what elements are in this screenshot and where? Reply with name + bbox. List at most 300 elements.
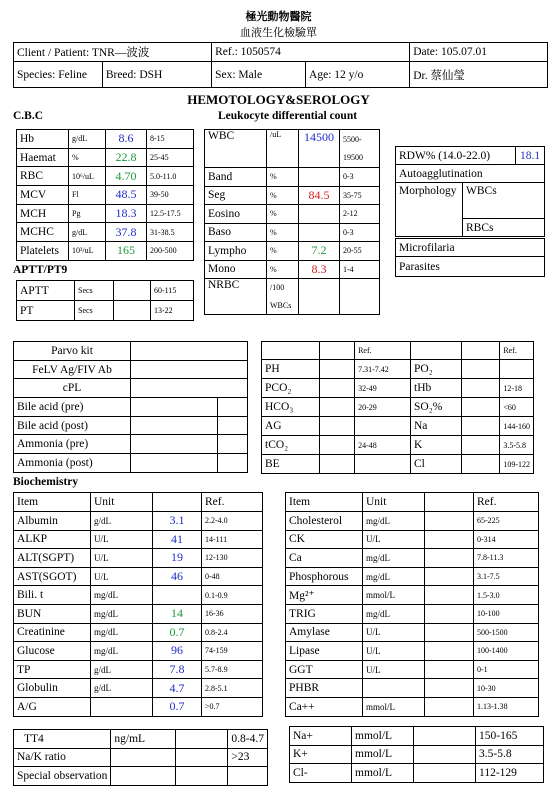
biochem-unit: U/L (91, 549, 153, 568)
biochem-row (286, 604, 539, 623)
cbc-unit: 10³/uL (69, 242, 106, 261)
biochem-unit: U/L (91, 567, 153, 586)
ldc-unit: % (267, 186, 299, 205)
biochem-row (286, 586, 539, 605)
biochem-value (425, 623, 474, 642)
biochem-ref: 2.2-4.0 (202, 512, 263, 531)
electrolyte-value (414, 745, 476, 764)
biochem-value (425, 660, 474, 679)
aptt-value (114, 281, 151, 301)
biochem-unit: mg/dL (91, 642, 153, 661)
biochem-value (425, 697, 474, 716)
serology-value (131, 416, 218, 435)
ldc-value: 7.2 (299, 242, 340, 261)
gas-name-2: SO₂% (411, 398, 462, 417)
gas-value (319, 379, 354, 398)
biochem-row (286, 567, 539, 586)
parasite-table (395, 238, 545, 277)
biochem-ref: 0-314 (474, 530, 539, 549)
gas-ref: 32-49 (355, 379, 411, 398)
wbc-ref-2: 19500 (340, 149, 380, 168)
biochem-value: 4.7 (153, 679, 202, 698)
biochem-value: 0.7 (153, 697, 202, 716)
biochem-ref: 0.1-0.9 (202, 586, 263, 605)
cbc-name: MCV (17, 186, 69, 205)
biochem-value: 19 (153, 549, 202, 568)
gas-ref-2 (500, 360, 534, 379)
biochem-name: Ca (286, 549, 363, 568)
ldc-name: Lympho (205, 242, 267, 261)
cbc-name: Haemat (17, 148, 69, 167)
gas-row (262, 436, 534, 455)
biochem-value (425, 567, 474, 586)
electrolyte-ref: 150-165 (476, 727, 544, 746)
aptt-unit: Secs (75, 301, 114, 321)
biochem-name: Bili. t (14, 586, 91, 605)
cbc-value: 18.3 (106, 204, 147, 223)
aptt-name: APTT (17, 281, 75, 301)
gas-value-2 (462, 436, 500, 455)
serology-name: Bile acid (post) (14, 416, 131, 435)
bottom-unit: ng/mL (111, 730, 175, 749)
cbc-name: RBC (17, 167, 69, 186)
gas-ref-2: 109-122 (500, 455, 534, 474)
cbc-ref: 31-38.5 (147, 223, 194, 242)
biochem-row (286, 660, 539, 679)
ldc-row (205, 242, 380, 261)
biochem-name: TRIG (286, 604, 363, 623)
biochem-name: GGT (286, 660, 363, 679)
rbcs-label: RBCs (463, 219, 545, 237)
biochem-value: 14 (153, 604, 202, 623)
cbc-row (17, 186, 194, 205)
biochem-name: ALKP (14, 530, 91, 549)
biochem-name: Amylase (286, 623, 363, 642)
nrbc-unit-2: WBCs (267, 297, 299, 315)
biochem-unit: g/dL (91, 660, 153, 679)
gas-value-2 (462, 360, 500, 379)
aptt-unit: Secs (75, 281, 114, 301)
biochem-row (286, 697, 539, 716)
aptt-value (114, 301, 151, 321)
serology-value (131, 435, 218, 454)
wbc-value: 14500 (299, 130, 340, 168)
gas-value-2 (462, 379, 500, 398)
biochem-unit: mg/dL (91, 623, 153, 642)
serology-name: cPL (14, 379, 131, 398)
biochem-name: Creatinine (14, 623, 91, 642)
gas-value-2 (462, 455, 500, 474)
biochem-row (14, 604, 263, 623)
gas-value-2 (462, 398, 500, 417)
biochem-ref: 100-1400 (474, 642, 539, 661)
unit-header: Unit (91, 493, 153, 512)
serology-row (14, 398, 248, 417)
serology-ref (218, 454, 248, 473)
biochem-ref: 65-225 (474, 512, 539, 531)
biochem-ref: 10-30 (474, 679, 539, 698)
electrolyte-name: Na+ (290, 727, 352, 746)
serology-name: Ammonia (pre) (14, 435, 131, 454)
bottom-unit (111, 748, 175, 767)
bottom-left-table (13, 729, 268, 786)
bottom-row (14, 730, 268, 749)
electrolyte-value (414, 727, 476, 746)
biochem-value (153, 586, 202, 605)
serology-row (14, 454, 248, 473)
biochem-value (425, 586, 474, 605)
electrolyte-value (414, 764, 476, 783)
serology-row (14, 435, 248, 454)
ldc-ref: 0-3 (340, 168, 380, 187)
biochem-ref: 74-159 (202, 642, 263, 661)
cbc-ref: 25-45 (147, 148, 194, 167)
gas-name-2: tHb (411, 379, 462, 398)
biochem-unit: U/L (363, 642, 425, 661)
aptt-row (17, 281, 194, 301)
autoagglutination-cell: Autoagglutination (396, 165, 545, 183)
serology-name: FeLV Ag/FIV Ab (14, 360, 131, 379)
biochem-name: A/G (14, 697, 91, 716)
unit-header: Unit (363, 493, 425, 512)
gas-value (319, 455, 354, 474)
bottom-value (175, 748, 228, 767)
gas-value-2 (462, 417, 500, 436)
gas-header-row (262, 342, 534, 360)
gas-ref2-header: Ref. (500, 342, 534, 360)
biochem-row (14, 512, 263, 531)
main-title: HEMOTOLOGY&SEROLOGY (187, 92, 370, 107)
cbc-row (17, 223, 194, 242)
electrolyte-unit: mmol/L (352, 764, 414, 783)
biochem-value: 0.7 (153, 623, 202, 642)
biochem-name: ALT(SGPT) (14, 549, 91, 568)
nrbc-name: NRBC (205, 279, 267, 315)
gas-name: PH (262, 360, 320, 379)
gas-value (319, 417, 354, 436)
nrbc-ref (340, 279, 380, 315)
patient-info-table (13, 42, 548, 88)
cbc-name: Hb (17, 130, 69, 149)
biochem-row (14, 549, 263, 568)
cbc-value: 37.8 (106, 223, 147, 242)
nrbc-row (205, 279, 380, 297)
biochem-name: PHBR (286, 679, 363, 698)
bottom-value (175, 730, 228, 749)
wbc-unit: /uL (267, 130, 299, 168)
biochem-row (286, 512, 539, 531)
wbc-row (205, 130, 380, 149)
cbc-ref: 5.0-11.0 (147, 167, 194, 186)
biochem-name: Ca++ (286, 697, 363, 716)
electrolyte-unit: mmol/L (352, 745, 414, 764)
biochem-unit (91, 697, 153, 716)
biochem-ref: 10-100 (474, 604, 539, 623)
biochem-row (14, 679, 263, 698)
serology-name: Ammonia (post) (14, 454, 131, 473)
biochem-ref: 12-130 (202, 549, 263, 568)
cbc-row (17, 204, 194, 223)
serology-row (14, 360, 248, 379)
electrolyte-name: Cl- (290, 764, 352, 783)
cbc-ref: 12.5-17.5 (147, 204, 194, 223)
serology-ref (218, 398, 248, 417)
biochem-ref: >0.7 (202, 697, 263, 716)
ldc-title: Leukocyte differential count (218, 110, 358, 122)
bottom-unit (111, 767, 175, 786)
gas-row (262, 455, 534, 474)
blood-gas-table (261, 341, 534, 474)
doctor-cell: Dr. 蔡仙瑩 (410, 62, 548, 88)
bottom-row (14, 767, 268, 786)
ldc-value: 8.3 (299, 260, 340, 279)
aptt-name: PT (17, 301, 75, 321)
ldc-name: Eosino (205, 205, 267, 224)
serology-value (131, 379, 248, 398)
ldc-value: 84.5 (299, 186, 340, 205)
biochem-name: Albumin (14, 512, 91, 531)
biochem-unit: mg/dL (363, 567, 425, 586)
gas-ref (355, 417, 411, 436)
microfilaria-cell: Microfilaria (396, 239, 545, 257)
gas-ref-2: 12-18 (500, 379, 534, 398)
biochem-ref: 0.8-2.4 (202, 623, 263, 642)
biochem-row (286, 549, 539, 568)
ldc-row (205, 205, 380, 224)
biochem-unit: mg/dL (363, 549, 425, 568)
biochem-unit: g/dL (91, 512, 153, 531)
biochem-unit: mmol/L (363, 586, 425, 605)
cbc-value: 22.8 (106, 148, 147, 167)
gas-ref-header: Ref. (355, 342, 411, 360)
ldc-unit: % (267, 260, 299, 279)
bottom-name: Na/K ratio (14, 748, 111, 767)
biochem-ref: 1.5-3.0 (474, 586, 539, 605)
ldc-ref: 2-12 (340, 205, 380, 224)
cbc-unit: 10⁶/uL (69, 167, 106, 186)
cbc-table (16, 129, 194, 261)
cbc-unit: Fl (69, 186, 106, 205)
ldc-row (205, 186, 380, 205)
wbc-ref-1: 5500- (340, 130, 380, 149)
serology-value (131, 342, 248, 361)
serology-ref (218, 435, 248, 454)
biochem-value (425, 549, 474, 568)
cbc-title: C.B.C (13, 110, 44, 122)
serology-name: Bile acid (pre) (14, 398, 131, 417)
gas-ref-2: 144-160 (500, 417, 534, 436)
wbcs-label: WBCs (463, 183, 545, 219)
biochem-left-table (13, 492, 263, 717)
sex-cell: Sex: Male (212, 62, 306, 88)
aptt-ref: 13-22 (151, 301, 194, 321)
cbc-value: 4.70 (106, 167, 147, 186)
item-header: Item (286, 493, 363, 512)
gas-name-2: Cl (411, 455, 462, 474)
biochem-row (14, 697, 263, 716)
ldc-row (205, 168, 380, 187)
biochem-ref: 16-36 (202, 604, 263, 623)
biochem-name: Globulin (14, 679, 91, 698)
biochem-unit: U/L (363, 660, 425, 679)
ldc-ref: 35-75 (340, 186, 380, 205)
electrolyte-table (289, 726, 544, 783)
electrolyte-ref: 3.5-5.8 (476, 745, 544, 764)
serology-row (14, 342, 248, 361)
gas-value (319, 436, 354, 455)
value-header (425, 493, 474, 512)
gas-ref: 24-48 (355, 436, 411, 455)
morphology-label: Morphology (396, 183, 463, 237)
ldc-row (205, 260, 380, 279)
ldc-ref: 1-4 (340, 260, 380, 279)
ldc-name: Baso (205, 223, 267, 242)
gas-name2-header (411, 342, 462, 360)
rdw-table (395, 146, 545, 183)
rdw-label: RDW% (14.0-22.0) (396, 147, 516, 165)
ldc-name: Seg (205, 186, 267, 205)
bottom-name: Special observation (14, 767, 111, 786)
value-header (153, 493, 202, 512)
breed-cell: Breed: DSH (102, 62, 211, 88)
gas-name: BE (262, 455, 320, 474)
ref-header: Ref. (474, 493, 539, 512)
ldc-value (299, 168, 340, 187)
serology-row (14, 416, 248, 435)
gas-name-header (262, 342, 320, 360)
rdw-value: 18.1 (516, 147, 545, 165)
biochem-name: TP (14, 660, 91, 679)
biochem-ref: 3.1-7.5 (474, 567, 539, 586)
date-cell: Date: 105.07.01 (410, 43, 548, 62)
bottom-value (175, 767, 228, 786)
biochem-ref: 0-48 (202, 567, 263, 586)
cbc-row (17, 130, 194, 149)
item-header: Item (14, 493, 91, 512)
gas-row (262, 398, 534, 417)
ldc-name: Band (205, 168, 267, 187)
cbc-unit: Pg (69, 204, 106, 223)
gas-name: HCO₃ (262, 398, 320, 417)
cbc-ref: 8-15 (147, 130, 194, 149)
biochem-row (286, 679, 539, 698)
biochem-header-row (14, 493, 263, 512)
gas-value2-header (462, 342, 500, 360)
biochem-row (14, 623, 263, 642)
cbc-unit: g/dL (69, 223, 106, 242)
biochem-value: 7.8 (153, 660, 202, 679)
cbc-name: MCH (17, 204, 69, 223)
biochem-ref: 500-1500 (474, 623, 539, 642)
biochem-ref: 7.8-11.3 (474, 549, 539, 568)
cbc-ref: 200-500 (147, 242, 194, 261)
ldc-ref: 0-3 (340, 223, 380, 242)
biochem-value (425, 530, 474, 549)
gas-row (262, 379, 534, 398)
ldc-unit: % (267, 205, 299, 224)
serology-value (131, 398, 218, 417)
ldc-value (299, 205, 340, 224)
cbc-unit: g/dL (69, 130, 106, 149)
biochem-value: 3.1 (153, 512, 202, 531)
hospital-name: 極光動物醫院 (245, 11, 312, 23)
biochem-ref: 2.8-5.1 (202, 679, 263, 698)
serology-table (13, 341, 248, 473)
species-cell: Species: Feline (14, 62, 103, 88)
gas-name: AG (262, 417, 320, 436)
cbc-value: 165 (106, 242, 147, 261)
biochem-name: BUN (14, 604, 91, 623)
nrbc-value (299, 279, 340, 315)
cbc-row (17, 148, 194, 167)
electrolyte-row (290, 764, 544, 783)
serology-value (131, 454, 218, 473)
biochem-ref: 14-111 (202, 530, 263, 549)
electrolyte-row (290, 727, 544, 746)
biochem-unit: g/dL (91, 679, 153, 698)
biochem-ref: 5.7-8.9 (202, 660, 263, 679)
electrolyte-row (290, 745, 544, 764)
age-cell: Age: 12 y/o (306, 62, 410, 88)
aptt-title: APTT/PT9 (13, 264, 68, 276)
bottom-ref: 0.8-4.7 (228, 730, 268, 749)
wbc-name: WBC (205, 130, 267, 168)
biochem-unit: mmol/L (363, 697, 425, 716)
cbc-unit: % (69, 148, 106, 167)
gas-value-header (319, 342, 354, 360)
gas-value (319, 398, 354, 417)
ldc-unit: % (267, 242, 299, 261)
biochem-unit: U/L (363, 623, 425, 642)
ldc-ref: 20-55 (340, 242, 380, 261)
biochem-value (425, 679, 474, 698)
bottom-ref (228, 767, 268, 786)
aptt-ref: 60-115 (151, 281, 194, 301)
biochem-value: 96 (153, 642, 202, 661)
biochem-unit: mg/dL (363, 604, 425, 623)
biochem-row (14, 586, 263, 605)
biochem-name: Lipase (286, 642, 363, 661)
biochem-row (286, 530, 539, 549)
biochem-unit: U/L (363, 530, 425, 549)
biochem-row (286, 642, 539, 661)
biochem-header-row (286, 493, 539, 512)
biochem-name: AST(SGOT) (14, 567, 91, 586)
ref-cell: Ref.: 1050574 (212, 43, 410, 62)
cbc-row (17, 167, 194, 186)
biochem-unit: U/L (91, 530, 153, 549)
morphology-table (395, 182, 545, 237)
biochem-right-table (285, 492, 539, 717)
biochem-title: Biochemistry (13, 476, 79, 488)
cbc-ref: 39-50 (147, 186, 194, 205)
biochem-value: 46 (153, 567, 202, 586)
leukocyte-table (204, 129, 380, 315)
nrbc-unit-1: /100 (267, 279, 299, 297)
biochem-name: Phosphorous (286, 567, 363, 586)
gas-row (262, 417, 534, 436)
gas-ref: 20-29 (355, 398, 411, 417)
gas-ref-2: <60 (500, 398, 534, 417)
gas-ref-2: 3.5-5.8 (500, 436, 534, 455)
gas-value (319, 360, 354, 379)
client-cell: Client / Patient: TNR—波波 (14, 43, 212, 62)
serology-value (131, 360, 248, 379)
bottom-name: TT4 (14, 730, 111, 749)
ldc-value (299, 223, 340, 242)
biochem-row (14, 642, 263, 661)
aptt-table (16, 280, 194, 321)
